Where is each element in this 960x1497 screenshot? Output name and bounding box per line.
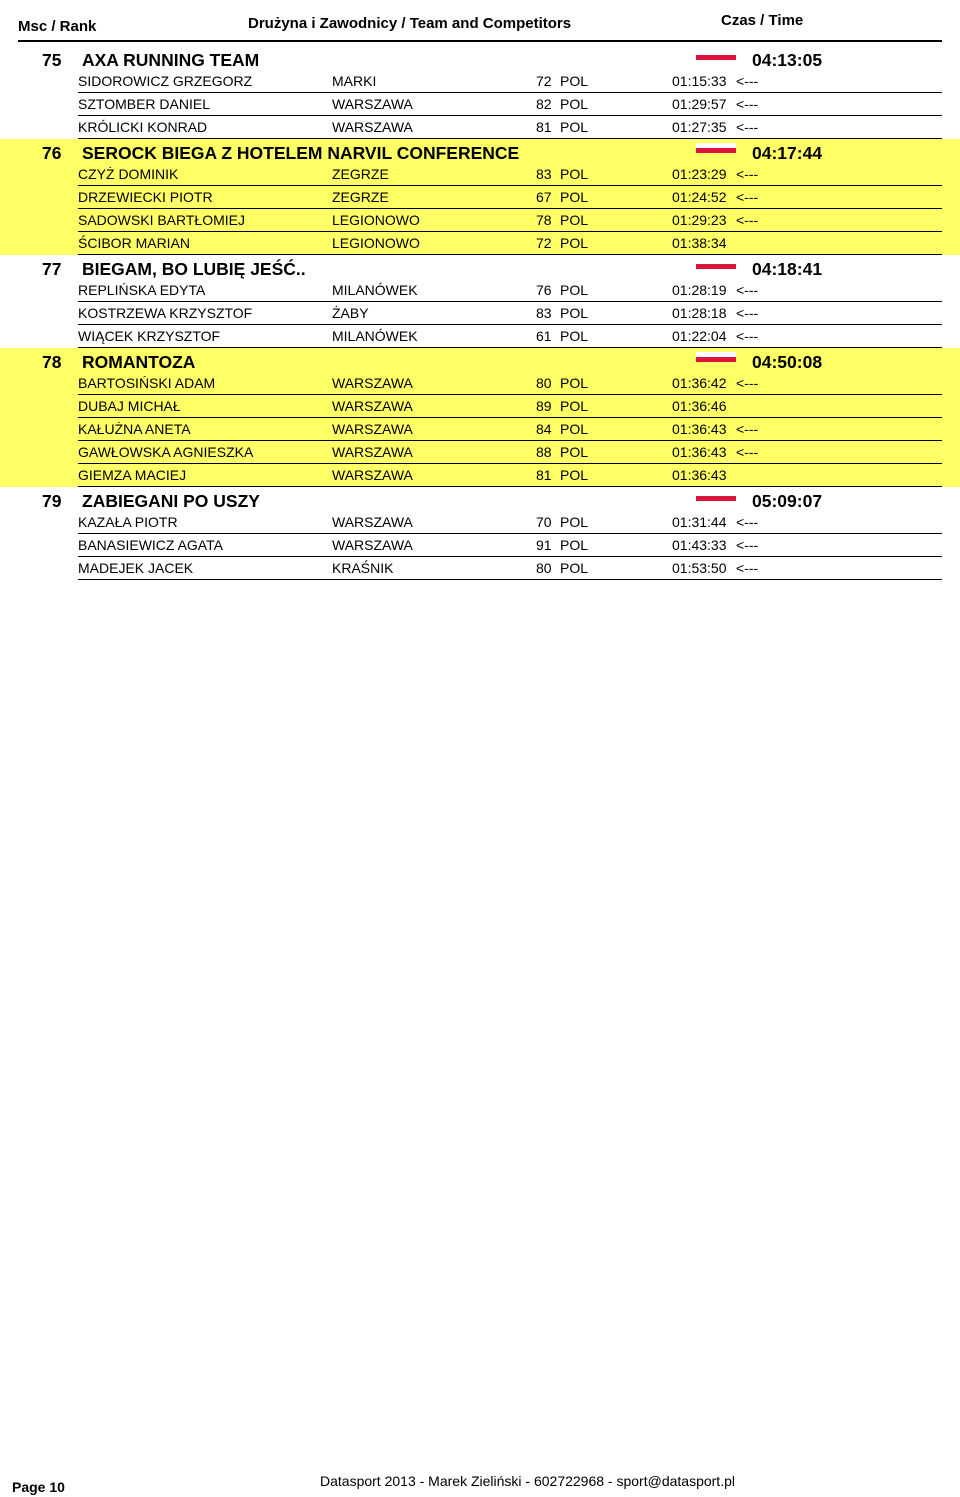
competitor-row (0, 70, 960, 93)
competitor-time: 01:22:04 (672, 328, 727, 344)
competitor-country: POL (560, 328, 589, 344)
competitor-country: POL (560, 282, 589, 298)
competitor-birth-year: 89 (536, 398, 552, 414)
competitor-time: 01:31:44 (672, 514, 727, 530)
competitor-row (0, 441, 960, 464)
competitor-row (0, 186, 960, 209)
team-rank: 75 (42, 50, 62, 70)
competitor-birth-year: 82 (536, 96, 552, 112)
competitor-name: REPLIŃSKA EDYTA (78, 282, 206, 298)
team-block (0, 255, 960, 348)
competitor-city: WARSZAWA (332, 398, 413, 414)
team-total-time: 04:18:41 (752, 259, 823, 279)
competitor-city: WARSZAWA (332, 444, 413, 460)
competitor-time: 01:36:43 (672, 467, 727, 483)
counted-time-marker: <--- (736, 96, 759, 112)
competitor-row (0, 325, 960, 348)
team-total-time: 04:17:44 (752, 143, 823, 163)
competitor-row (0, 372, 960, 395)
competitor-city: WARSZAWA (332, 375, 413, 391)
team-row (0, 255, 960, 279)
team-total-time: 04:50:08 (752, 352, 823, 372)
footer-credit: Datasport 2013 - Marek Zieliński - 602722968 - sport@datasport.pl (320, 1473, 735, 1489)
competitor-city: LEGIONOWO (332, 235, 420, 251)
competitor-time: 01:15:33 (672, 73, 727, 89)
rank-column-label: Msc / Rank (18, 18, 97, 35)
competitor-city: MARKI (332, 73, 377, 89)
competitor-country: POL (560, 537, 589, 553)
counted-time-marker: <--- (736, 537, 759, 553)
competitor-country: POL (560, 375, 589, 391)
team-rank: 78 (42, 352, 62, 372)
counted-time-marker: <--- (736, 305, 759, 321)
poland-flag-icon (696, 143, 736, 153)
competitor-country: POL (560, 73, 589, 89)
team-row (0, 46, 960, 70)
team-block (0, 348, 960, 487)
competitor-birth-year: 88 (536, 444, 552, 460)
team-row (0, 487, 960, 511)
competitor-city: WARSZAWA (332, 421, 413, 437)
column-header (0, 0, 960, 40)
competitor-name: KAŁUŻNA ANETA (78, 421, 191, 437)
team-block (0, 487, 960, 580)
competitor-name: WIĄCEK KRZYSZTOF (78, 328, 221, 344)
competitor-row (0, 557, 960, 580)
competitor-country: POL (560, 119, 589, 135)
competitor-row (0, 116, 960, 139)
competitor-name: MADEJEK JACEK (78, 560, 194, 576)
team-name: AXA RUNNING TEAM (82, 50, 260, 70)
counted-time-marker: <--- (736, 212, 759, 228)
counted-time-marker: <--- (736, 328, 759, 344)
competitor-birth-year: 70 (536, 514, 552, 530)
team-name: SEROCK BIEGA Z HOTELEM NARVIL CONFERENCE (82, 143, 520, 163)
poland-flag-icon (696, 491, 736, 501)
counted-time-marker: <--- (736, 444, 759, 460)
poland-flag-icon (696, 352, 736, 362)
team-name: ZABIEGANI PO USZY (82, 491, 260, 511)
competitor-time: 01:23:29 (672, 166, 727, 182)
team-name: ROMANTOZA (82, 352, 196, 372)
competitor-city: MILANÓWEK (332, 328, 418, 344)
competitor-country: POL (560, 235, 589, 251)
counted-time-marker: <--- (736, 73, 759, 89)
competitor-country: POL (560, 212, 589, 228)
competitor-city: ZEGRZE (332, 166, 389, 182)
competitor-row (0, 511, 960, 534)
competitor-name: DUBAJ MICHAŁ (78, 398, 181, 414)
competitor-name: DRZEWIECKI PIOTR (78, 189, 213, 205)
competitor-time: 01:29:23 (672, 212, 727, 228)
competitor-birth-year: 80 (536, 375, 552, 391)
competitor-name: SADOWSKI BARTŁOMIEJ (78, 212, 245, 228)
competitor-row (0, 279, 960, 302)
team-block (0, 46, 960, 139)
counted-time-marker: <--- (736, 119, 759, 135)
counted-time-marker: <--- (736, 560, 759, 576)
competitor-name: GIEMZA MACIEJ (78, 467, 187, 483)
competitor-birth-year: 76 (536, 282, 552, 298)
team-block (0, 139, 960, 255)
competitor-birth-year: 67 (536, 189, 552, 205)
competitor-city: WARSZAWA (332, 514, 413, 530)
counted-time-marker: <--- (736, 189, 759, 205)
competitor-birth-year: 81 (536, 119, 552, 135)
competitor-name: GAWŁOWSKA AGNIESZKA (78, 444, 254, 460)
competitor-time: 01:27:35 (672, 119, 727, 135)
competitor-country: POL (560, 305, 589, 321)
counted-time-marker: <--- (736, 282, 759, 298)
competitor-country: POL (560, 444, 589, 460)
competitor-birth-year: 78 (536, 212, 552, 228)
counted-time-marker: <--- (736, 514, 759, 530)
team-results-list (0, 46, 960, 580)
competitor-city: MILANÓWEK (332, 282, 418, 298)
competitor-birth-year: 83 (536, 166, 552, 182)
competitor-time: 01:29:57 (672, 96, 727, 112)
competitor-name: SIDOROWICZ GRZEGORZ (78, 73, 253, 89)
team-name: BIEGAM, BO LUBIĘ JEŚĆ.. (82, 259, 306, 279)
competitor-birth-year: 84 (536, 421, 552, 437)
competitor-row (0, 93, 960, 116)
time-column-label: Czas / Time (721, 12, 804, 29)
competitor-time: 01:24:52 (672, 189, 727, 205)
competitor-row (0, 163, 960, 186)
page-number: Page 10 (12, 1479, 65, 1495)
competitor-country: POL (560, 560, 589, 576)
header-divider (18, 40, 942, 42)
competitor-country: POL (560, 398, 589, 414)
competitor-country: POL (560, 421, 589, 437)
competitor-time: 01:28:19 (672, 282, 727, 298)
competitor-name: BANASIEWICZ AGATA (78, 537, 223, 553)
competitor-time: 01:28:18 (672, 305, 727, 321)
competitor-name: KRÓLICKI KONRAD (78, 119, 208, 135)
competitor-city: WARSZAWA (332, 96, 413, 112)
team-column-label: Drużyna i Zawodnicy / Team and Competitors (248, 15, 572, 32)
competitor-city: LEGIONOWO (332, 212, 420, 228)
counted-time-marker: <--- (736, 166, 759, 182)
competitor-name: SZTOMBER DANIEL (78, 96, 210, 112)
competitor-name: ŚCIBOR MARIAN (78, 235, 191, 251)
competitor-country: POL (560, 514, 589, 530)
team-rank: 76 (42, 143, 62, 163)
competitor-name: KOSTRZEWA KRZYSZTOF (78, 305, 253, 321)
competitor-row (0, 232, 960, 255)
counted-time-marker: <--- (736, 375, 759, 391)
competitor-row (0, 302, 960, 325)
team-rank: 77 (42, 259, 62, 279)
competitor-row (0, 464, 960, 487)
competitor-country: POL (560, 189, 589, 205)
competitor-city: KRAŚNIK (332, 560, 394, 576)
competitor-birth-year: 61 (536, 328, 552, 344)
competitor-row (0, 395, 960, 418)
competitor-city: ŻABY (332, 305, 369, 321)
competitor-name: KAZAŁA PIOTR (78, 514, 178, 530)
competitor-birth-year: 72 (536, 73, 552, 89)
competitor-city: WARSZAWA (332, 537, 413, 553)
competitor-country: POL (560, 96, 589, 112)
competitor-row (0, 209, 960, 232)
team-rank: 79 (42, 491, 62, 511)
competitor-row (0, 534, 960, 557)
competitor-birth-year: 83 (536, 305, 552, 321)
team-total-time: 04:13:05 (752, 50, 823, 70)
competitor-time: 01:53:50 (672, 560, 727, 576)
competitor-city: WARSZAWA (332, 467, 413, 483)
competitor-row (0, 418, 960, 441)
competitor-country: POL (560, 467, 589, 483)
competitor-birth-year: 72 (536, 235, 552, 251)
competitor-birth-year: 80 (536, 560, 552, 576)
competitor-country: POL (560, 166, 589, 182)
poland-flag-icon (696, 259, 736, 269)
competitor-name: BARTOSIŃSKI ADAM (78, 375, 216, 391)
competitor-birth-year: 81 (536, 467, 552, 483)
competitor-time: 01:36:46 (672, 398, 727, 414)
competitor-name: CZYŻ DOMINIK (78, 166, 179, 182)
competitor-city: WARSZAWA (332, 119, 413, 135)
team-total-time: 05:09:07 (752, 491, 823, 511)
competitor-birth-year: 91 (536, 537, 552, 553)
team-row (0, 139, 960, 163)
poland-flag-icon (696, 50, 736, 60)
competitor-time: 01:36:42 (672, 375, 727, 391)
counted-time-marker: <--- (736, 421, 759, 437)
competitor-time: 01:36:43 (672, 444, 727, 460)
competitor-time: 01:43:33 (672, 537, 727, 553)
team-row (0, 348, 960, 372)
competitor-time: 01:38:34 (672, 235, 727, 251)
competitor-city: ZEGRZE (332, 189, 389, 205)
competitor-time: 01:36:43 (672, 421, 727, 437)
